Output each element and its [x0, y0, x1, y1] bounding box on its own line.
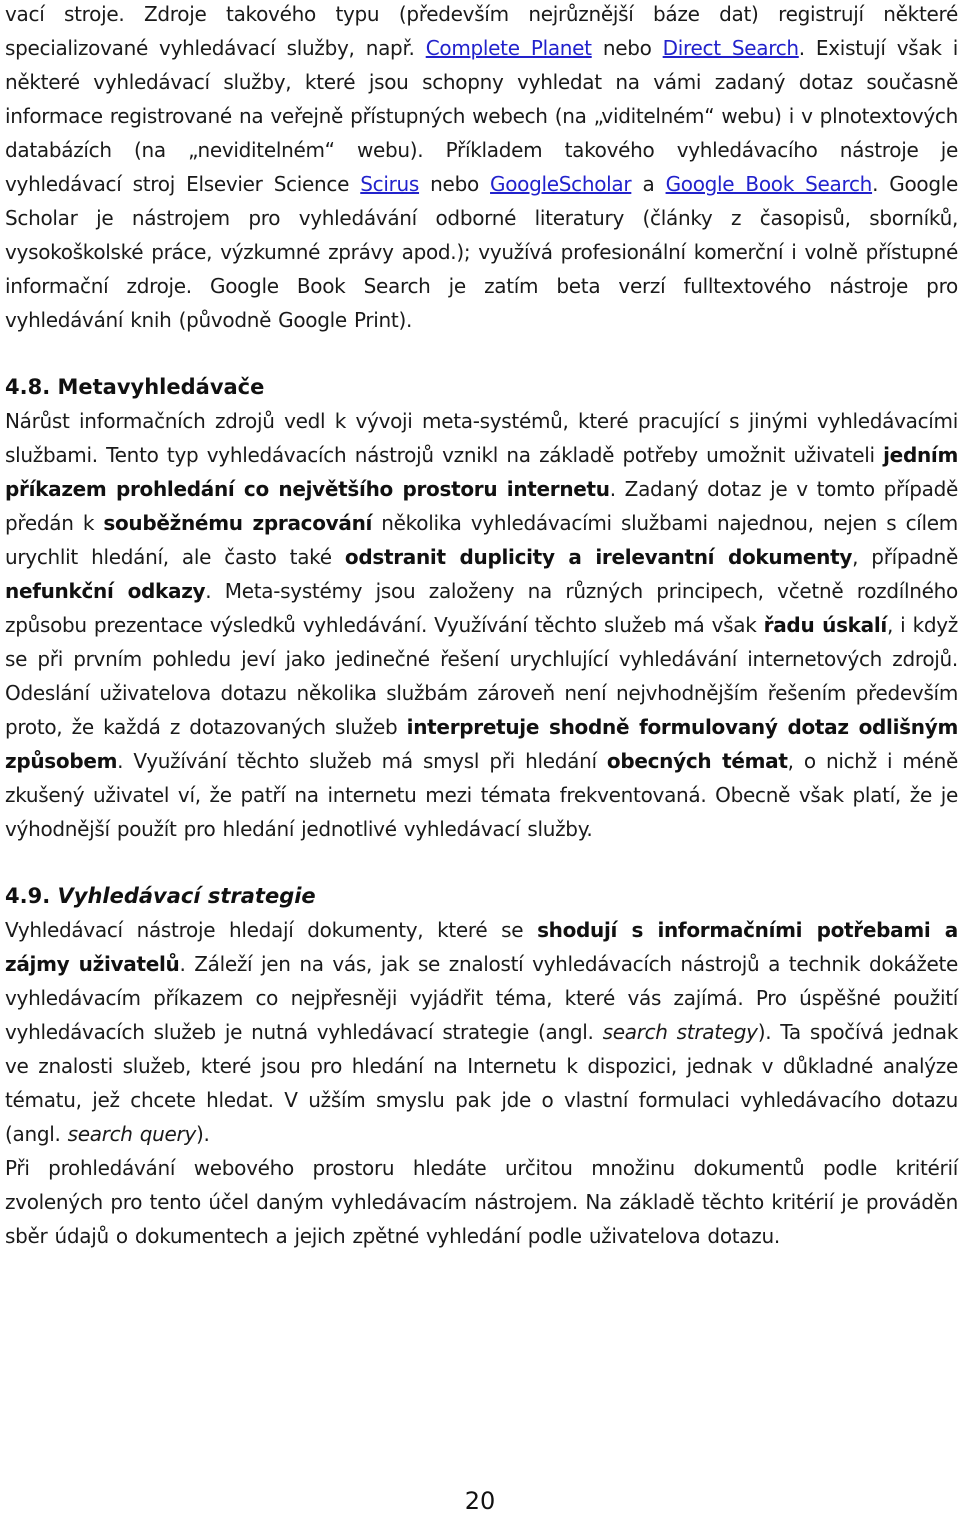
link-googlescholar[interactable]: GoogleScholar	[490, 172, 632, 196]
paragraph-metasearch	[5, 404, 958, 846]
text-run: . Využívání těchto služeb má smysl při hledání	[117, 749, 607, 773]
bold-text: interpretuje shodně formulovaný dotaz odlišným způsobem	[5, 715, 958, 773]
section-number: 4.8.	[5, 375, 51, 399]
text-run: , i když se při prvním pohledu jeví jako jedinečné řešení urychlující vyhledávání internetových zdrojů. Odeslání uživatelova dotazu několika službám zároveň není nejvhodnějším řešením především proto, že každá z dotazovaných služeb	[5, 613, 958, 739]
section-title: Vyhledávací strategie	[57, 884, 316, 908]
bold-text: shodují s informačními potřebami a zájmy uživatelů	[5, 918, 958, 976]
text-run: ). Ta spočívá jednak ve znalosti služeb, které jsou pro hledání na Internetu k dispozici, jednak v důkladné analýze tématu, jež chcete hledat. V užším smyslu pak jde o vlastní formulaci vyhledávacího dotazu (angl.	[5, 1020, 958, 1146]
bold-text: nefunkční odkazy	[5, 579, 206, 603]
bold-text: odstranit duplicity a irelevantní dokumenty	[344, 545, 853, 569]
section-number: 4.9.	[5, 884, 51, 908]
text-run: vací stroje. Zdroje takového typu (především nejrůznější báze dat) registrují některé specializované vyhledávací služby, např.	[5, 2, 958, 60]
bold-text: obecných témat	[606, 749, 788, 773]
page-number: 20	[464, 1487, 496, 1515]
link-google-book-search[interactable]: Google Book Search	[665, 172, 873, 196]
paragraph-search-strategy	[5, 913, 958, 1151]
text-run: Vyhledávací nástroje hledají dokumenty, které se	[5, 918, 538, 942]
italic-term: search query	[67, 1122, 196, 1146]
paragraph-search-services	[5, 0, 958, 337]
text-run: , případně	[852, 545, 958, 569]
text-run: ).	[195, 1122, 210, 1146]
document-page	[5, 0, 958, 1253]
text-run: . Zadaný dotaz je v tomto případě předán k	[5, 477, 958, 535]
section-heading-metavyhledavace	[5, 370, 958, 404]
text-run: a	[631, 172, 666, 196]
text-run: nebo	[591, 36, 663, 60]
text-run: několika vyhledávacími službami najednou, nejen s cílem urychlit hledání, ale často také	[5, 511, 958, 569]
section-heading-vyhledavaci-strategie	[5, 879, 958, 913]
link-direct-search[interactable]: Direct Search	[662, 36, 799, 60]
paragraph-search-criteria: Při prohledávání webového prostoru hledáte určitou množinu dokumentů podle kritérií zvolených pro tento účel daným vyhledávacím nástrojem. Na základě těchto kritérií je prováděn sběr údajů o dokumentech a jejich zpětné vyhledání podle uživatelova dotazu.	[5, 1156, 958, 1248]
text-run: Nárůst informačních zdrojů vedl k vývoji meta-systémů, které pracující s jinými vyhledávacími službami. Tento typ vyhledávacích nástrojů vznikl na základě potřeby umožnit uživateli	[5, 409, 958, 467]
bold-text: jedním příkazem prohledání co největšího prostoru internetu	[5, 443, 958, 501]
text-run: , o nichž i méně zkušený uživatel ví, že patří na internetu mezi témata frekventovaná. Obecně však platí, že je výhodnější použít pro hledání jednotlivé vyhledávací služby.	[5, 749, 958, 841]
link-complete-planet[interactable]: Complete Planet	[425, 36, 592, 60]
bold-text: řadu úskalí	[763, 613, 887, 637]
section-title: Metavyhledávače	[57, 375, 265, 399]
text-run: . Záleží jen na vás, jak se znalostí vyhledávacích nástrojů a technik dokážete vyhledávacím příkazem co nejpřesněji vyjádřit téma, které vás zajímá. Pro úspěšné použití vyhledávacích služeb je nutná vyhledávací strategie (angl.	[5, 952, 958, 1044]
text-run: . Google Scholar je nástrojem pro vyhledávání odborné literatury (články z časopisů, sborníků, vysokoškolské práce, výzkumné zprávy apod.); využívá profesionální komerční i volně přístupné informační zdroje. Google Book Search je zatím beta verzí fulltextového nástroje pro vyhledávání knih (původně Google Print).	[5, 172, 958, 332]
text-run: . Meta-systémy jsou založeny na různých principech, včetně rozdílného způsobu prezentace výsledků vyhledávání. Využívání těchto služeb má však	[5, 579, 958, 637]
italic-term: search strategy	[602, 1020, 758, 1044]
text-run: . Existují však i některé vyhledávací služby, které jsou schopny vyhledat na vámi zadaný dotaz současně informace registrované na veřejně přístupných webech (na „viditelném“ webu) i v plnotextových databázích (na „neviditelném“ webu). Příkladem takového vyhledávacího nástroje je vyhledávací stroj Elsevier Science	[5, 36, 958, 196]
bold-text: souběžnému zpracování	[103, 511, 373, 535]
text-run: nebo	[419, 172, 491, 196]
link-scirus[interactable]: Scirus	[360, 172, 420, 196]
